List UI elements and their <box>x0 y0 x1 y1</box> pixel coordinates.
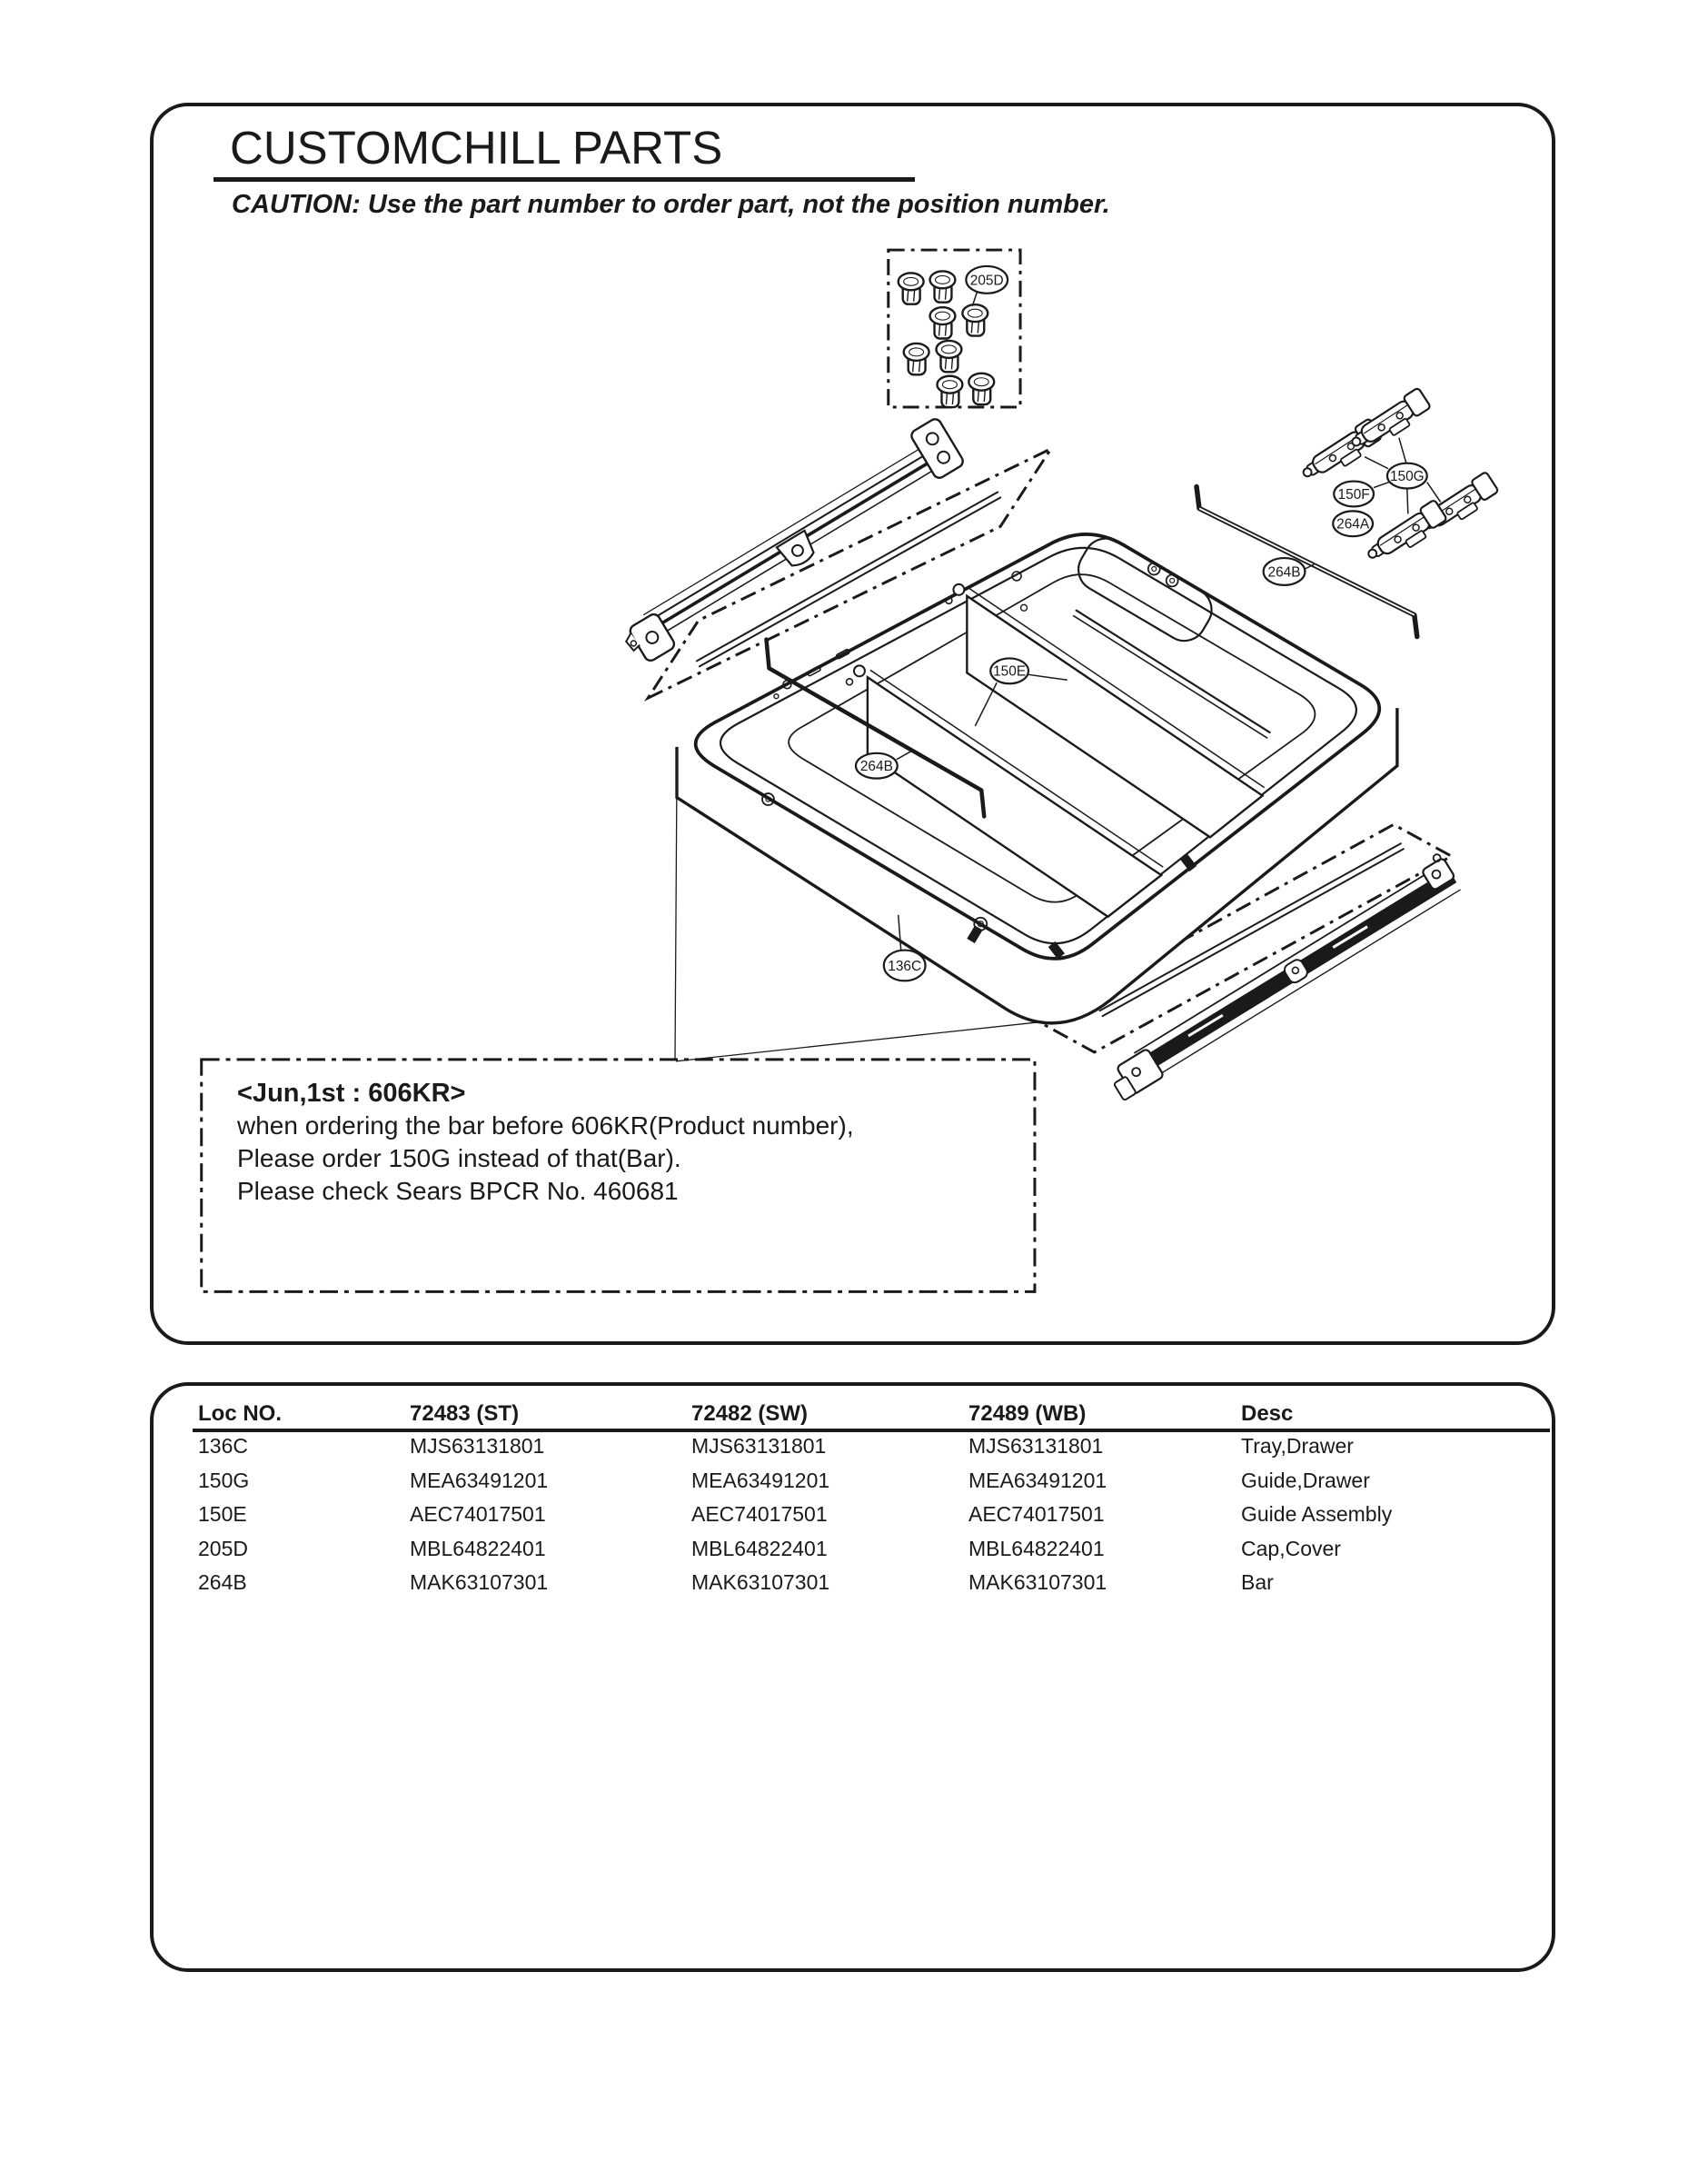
part-cell: MEA63491201 <box>691 1468 830 1492</box>
parts-table-panel <box>150 1382 1555 1972</box>
part-cell: MEA63491201 <box>968 1468 1107 1492</box>
part-cell: MJS63131801 <box>691 1434 827 1458</box>
caution-text: CAUTION: Use the part number to order part, not the position number. <box>232 190 1110 219</box>
parts-table-body <box>198 1429 1554 1600</box>
part-cell: Tray,Drawer <box>1241 1434 1354 1458</box>
part-callout-264A <box>1333 511 1373 536</box>
part-cell: 205D <box>198 1536 248 1560</box>
part-cell: MAK63107301 <box>968 1570 1107 1594</box>
part-cell: MBL64822401 <box>410 1536 546 1560</box>
part-callout-150F <box>1334 482 1374 507</box>
part-callout-264B <box>1264 558 1306 585</box>
callout-label: 150E <box>993 663 1027 680</box>
callout-leader <box>1407 490 1408 514</box>
part-cell: Guide,Drawer <box>1241 1468 1370 1492</box>
note-line: Please order 150G instead of that(Bar). <box>237 1144 681 1172</box>
part-cell: 150E <box>198 1502 247 1526</box>
callout-leader <box>1374 483 1389 488</box>
part-cell: 136C <box>198 1434 248 1458</box>
drawer-tray <box>677 531 1397 1023</box>
header-cell: Desc <box>1241 1401 1294 1426</box>
callout-label: 264B <box>1267 564 1301 581</box>
header-cell: Loc NO. <box>198 1401 283 1426</box>
part-callout-205D <box>966 266 1008 294</box>
part-callout-264B <box>856 753 898 779</box>
table-header-row <box>198 1400 1554 1428</box>
part-cell: AEC74017501 <box>691 1502 828 1526</box>
callout-label: 136C <box>888 958 922 974</box>
part-cell: MAK63107301 <box>691 1570 830 1594</box>
part-cell: 264B <box>198 1570 247 1594</box>
note-line: Please check Sears BPCR No. 460681 <box>237 1177 679 1205</box>
part-cell: AEC74017501 <box>968 1502 1105 1526</box>
callout-leader <box>1399 438 1406 463</box>
callout-label: 264A <box>1336 516 1370 533</box>
part-cell: AEC74017501 <box>410 1502 546 1526</box>
part-cell: Bar <box>1241 1570 1274 1594</box>
part-cell: MBL64822401 <box>968 1536 1105 1560</box>
part-cell: MJS63131801 <box>968 1434 1104 1458</box>
part-cell: Cap,Cover <box>1241 1536 1341 1560</box>
part-cell: MJS63131801 <box>410 1434 545 1458</box>
callout-leader <box>1427 483 1441 503</box>
callout-label: 150F <box>1337 486 1370 503</box>
part-callout-150G <box>1387 463 1427 489</box>
page-title: CUSTOMCHILL PARTS <box>230 122 723 174</box>
revision-note <box>237 1077 1028 1208</box>
part-cell: MBL64822401 <box>691 1536 828 1560</box>
note-heading: <Jun,1st : 606KR> <box>237 1079 466 1108</box>
part-cell: 150G <box>198 1468 250 1492</box>
part-cell: MEA63491201 <box>410 1468 549 1492</box>
callout-leader <box>1365 457 1388 469</box>
header-cell: 72483 (ST) <box>410 1401 520 1426</box>
part-cell: MAK63107301 <box>410 1570 549 1594</box>
callout-label: 264B <box>859 759 893 775</box>
note-line: when ordering the bar before 606KR(Product number), <box>237 1111 854 1140</box>
callout-label: 205D <box>969 273 1004 289</box>
callout-label: 150G <box>1389 469 1425 484</box>
part-callout-150E <box>990 658 1028 683</box>
tray-rim-outer <box>696 534 1380 959</box>
diagram-panel <box>150 103 1555 1345</box>
header-cell: 72489 (WB) <box>968 1401 1087 1426</box>
part-callout-136C <box>884 951 926 981</box>
header-cell: 72482 (SW) <box>691 1401 809 1426</box>
part-cell: Guide Assembly <box>1241 1502 1393 1526</box>
